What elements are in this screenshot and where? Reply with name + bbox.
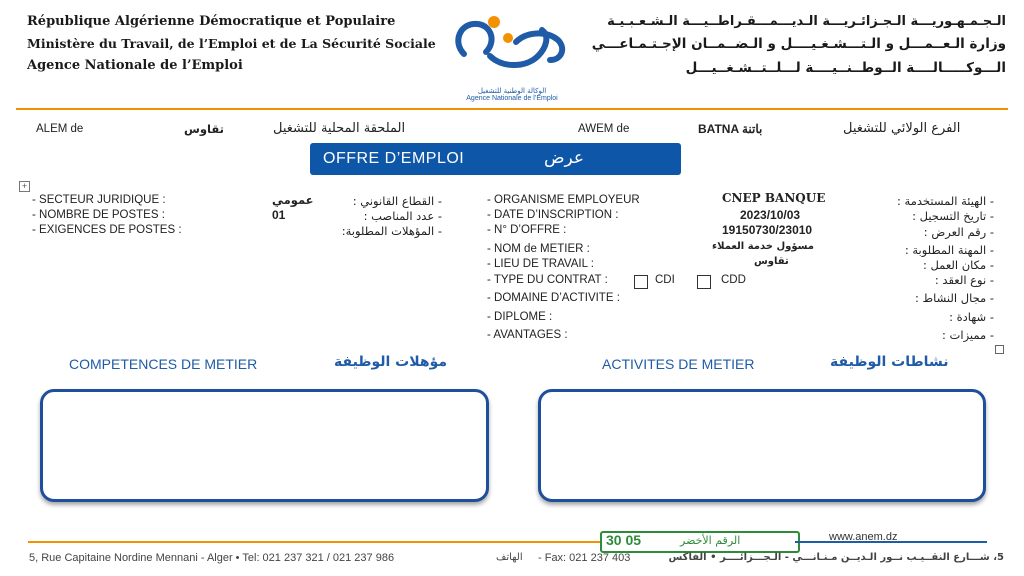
header-ar-line3: الـــوكـــــالــــة الــوطــنــيــــة لـــلــتــشـغــيـــل bbox=[685, 60, 1006, 76]
header-ar-line1: الـجـمـهـوريـــة الـجـزائـريـــة الـديـــمـــقـراطــيـــة الـشـعـبـيـة bbox=[607, 14, 1006, 29]
awem-label: AWEM de bbox=[578, 123, 630, 135]
avantages-label-ar: - مميزات : bbox=[942, 328, 994, 342]
secteur-value: عمومي bbox=[272, 193, 314, 207]
awem-value: BATNA باتنة bbox=[698, 122, 763, 136]
exigences-label: - EXIGENCES DE POSTES : bbox=[32, 224, 182, 236]
phone-ar: الهاتف bbox=[496, 552, 523, 563]
header-fr-line2: Ministère du Travail, de l’Emploi et de La Sécurité Sociale bbox=[27, 36, 436, 51]
offre-value: 19150730/23010 bbox=[722, 223, 813, 237]
date-label-ar: - تاريخ التسجيل : bbox=[912, 209, 994, 223]
corner-square-icon bbox=[995, 345, 1004, 354]
header-fr-line3: Agence Nationale de l’Emploi bbox=[27, 58, 243, 73]
offre-label-ar: - رقم العرض : bbox=[923, 225, 994, 239]
address-ar: 5، شـــارع النقــيـب نــور الـديــن مـنـانـــي - الـجـــزائــــر • الفاكس bbox=[668, 552, 1004, 563]
alem-label-ar: الملحقة المحلية للتشغيل bbox=[273, 121, 406, 136]
activites-title-fr: ACTIVITES DE METIER bbox=[602, 356, 755, 372]
postes-label-ar: - عدد المناصب : bbox=[363, 209, 442, 223]
lieu-label: - LIEU DE TRAVAIL : bbox=[487, 258, 594, 270]
lieu-label-ar: - مكان العمل : bbox=[922, 258, 994, 272]
cdd-label: CDD bbox=[721, 274, 746, 286]
alem-value: تقاوس bbox=[184, 122, 224, 136]
postes-value: 01 bbox=[272, 208, 286, 222]
date-label: - DATE D’INSCRIPTION : bbox=[487, 209, 619, 221]
metier-value: مسؤول خدمة العملاء bbox=[712, 241, 814, 252]
domaine-label-ar: - مجال النشاط : bbox=[914, 291, 994, 305]
competences-box bbox=[40, 389, 489, 502]
activites-title-ar: نشاطات الوظيفة bbox=[830, 354, 949, 370]
metier-label-ar: - المهنة المطلوبة : bbox=[904, 243, 994, 257]
competences-title-ar: مؤهلات الوظيفة bbox=[334, 354, 448, 370]
organisme-label-ar: - الهيئة المستخدمة : bbox=[897, 194, 994, 208]
logo-caption-fr: Agence Nationale de l’Emploi bbox=[466, 95, 558, 102]
awem-label-ar: الفرع الولائي للتشغيل bbox=[843, 121, 961, 136]
date-value: 2023/10/03 bbox=[740, 208, 801, 222]
header-fr-line1: République Algérienne Démocratique et Populaire bbox=[27, 14, 396, 29]
offer-title-fr: OFFRE D’EMPLOI bbox=[323, 150, 465, 167]
organisme-value: CNEP BANQUE bbox=[722, 191, 826, 205]
offre-label: - N° D’OFFRE : bbox=[487, 224, 567, 236]
header-divider bbox=[16, 108, 1008, 110]
contrat-label: - TYPE DU CONTRAT : bbox=[487, 274, 608, 286]
secteur-label: - SECTEUR JURIDIQUE : bbox=[32, 194, 166, 206]
alem-label: ALEM de bbox=[36, 123, 84, 135]
green-label: الرقم الأخضر bbox=[680, 534, 741, 547]
cdd-checkbox[interactable] bbox=[697, 275, 711, 289]
offer-title-ar: عرض bbox=[544, 148, 585, 168]
exigences-label-ar: - المؤهلات المطلوبة: bbox=[341, 224, 442, 238]
cdi-label: CDI bbox=[655, 274, 675, 286]
diplome-label: - DIPLOME : bbox=[487, 311, 553, 323]
domaine-label: - DOMAINE D’ACTIVITE : bbox=[487, 292, 620, 304]
header-ar-line2: وزارة الـعــمـــل و الـتـــشـغـيــــل و الـضــمــان الإجـتـمـاعـــي bbox=[591, 36, 1006, 52]
secteur-label-ar: - القطاع القانوني : bbox=[352, 194, 442, 208]
green-number: 30 05 bbox=[606, 532, 642, 548]
organisme-label: - ORGANISME EMPLOYEUR bbox=[487, 194, 640, 206]
postes-label: - NOMBRE DE POSTES : bbox=[32, 209, 165, 221]
avantages-label: - AVANTAGES : bbox=[487, 329, 568, 341]
footer-orange-line bbox=[28, 541, 600, 543]
competences-title-fr: COMPETENCES DE METIER bbox=[69, 356, 258, 372]
expand-icon[interactable]: + bbox=[19, 181, 30, 192]
diplome-label-ar: - شهادة : bbox=[949, 310, 994, 324]
fax-fr: - Fax: 021 237 403 bbox=[538, 552, 631, 564]
metier-label: - NOM de METIER : bbox=[487, 243, 590, 255]
logo-caption-ar: الوكالة الوطنية للتشغيل bbox=[477, 87, 547, 95]
activites-box bbox=[538, 389, 986, 502]
website[interactable]: www.anem.dz bbox=[829, 531, 898, 543]
contrat-label-ar: - نوع العقد : bbox=[934, 273, 994, 287]
cdi-checkbox[interactable] bbox=[634, 275, 648, 289]
address-fr: 5, Rue Capitaine Nordine Mennani - Alger • Tel: 021 237 321 / 021 237 986 bbox=[29, 552, 395, 564]
lieu-value: تقاوس bbox=[754, 256, 789, 267]
anem-logo bbox=[446, 12, 578, 102]
